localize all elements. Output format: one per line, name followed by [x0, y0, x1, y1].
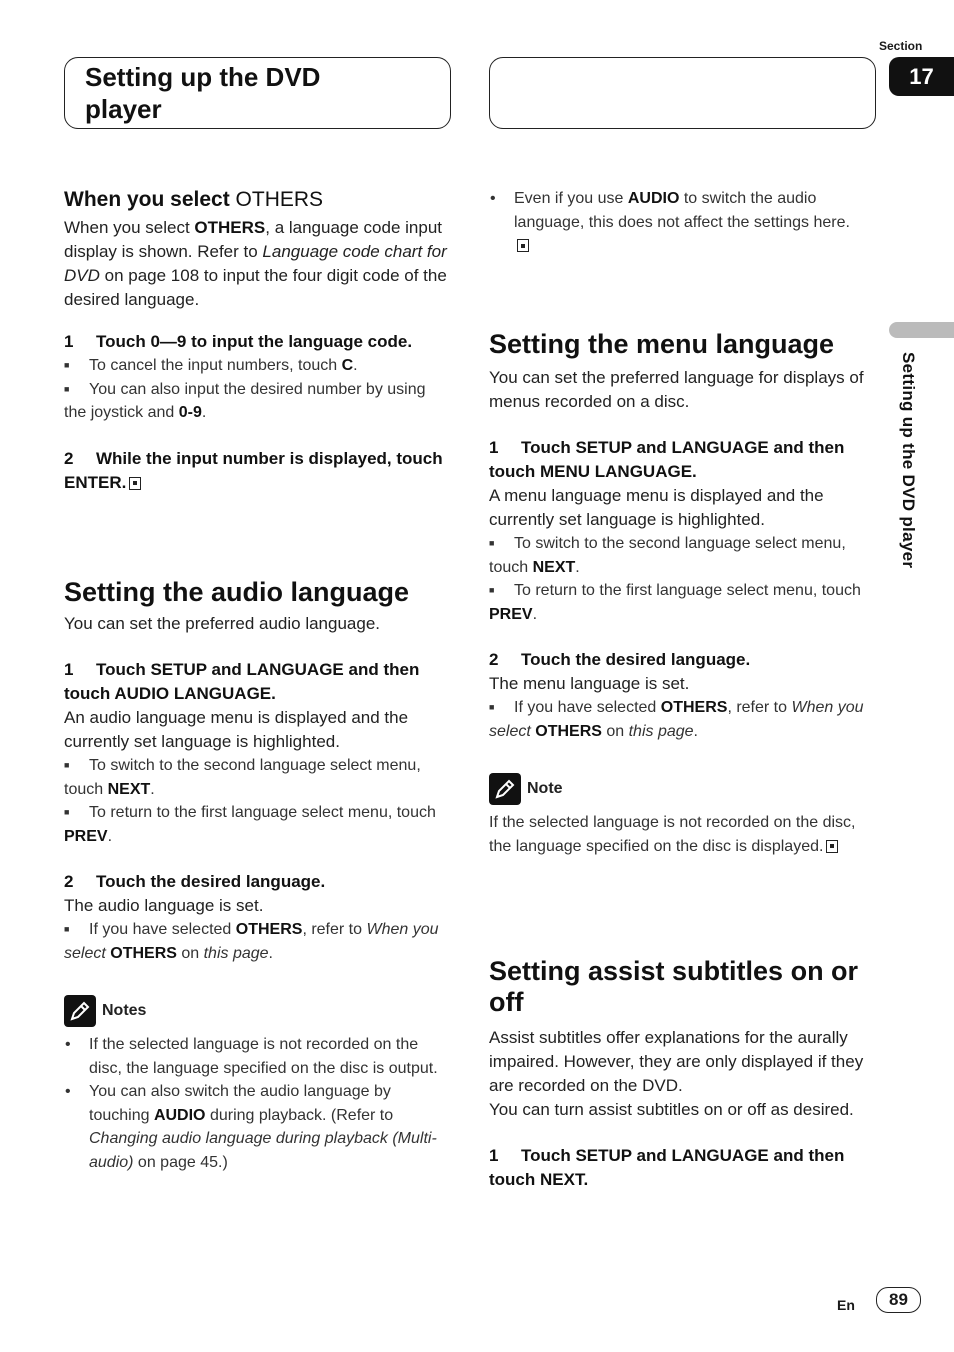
bullet-bold: NEXT — [107, 780, 151, 798]
bullet-bold: C — [341, 357, 354, 374]
end-mark-icon — [517, 239, 529, 252]
bullet-end: . — [353, 357, 358, 374]
audio-notes-header — [64, 995, 452, 1027]
step-number: 2 — [64, 448, 74, 468]
footer-page-number: 89 — [876, 1287, 921, 1313]
bullet-ref-bold: OTHERS — [535, 722, 602, 740]
audio-step1-bullet-a — [64, 754, 452, 801]
note-text-c: on page 45.) — [133, 1153, 228, 1171]
subtitles-p1: Assist subtitles offer explanations for the aurally impaired. However, they are only displayed if they are recorded on the DVD. — [489, 1028, 864, 1095]
bullet-end: . — [693, 722, 698, 740]
square-bullet-icon: ■ — [489, 585, 495, 595]
audio-step1-bullet-b — [64, 801, 452, 848]
bullet-text: To cancel the input numbers, touch — [89, 357, 342, 374]
step-number: 1 — [489, 438, 499, 457]
step-text: Touch SETUP and LANGUAGE and then touch MENU LANGUAGE. — [489, 438, 845, 481]
pencil-note-icon — [489, 773, 521, 805]
page-header-title: Setting up the DVD player — [85, 62, 321, 124]
bullet-text: To return to the first language select menu, touch — [89, 804, 436, 821]
audio-note-2 — [64, 1080, 452, 1174]
others-p1-link: Language code chart for DVD — [64, 242, 447, 285]
note-text: If the selected language is not recorded on the disc, the language specified on the disc is displayed. — [489, 814, 856, 855]
audio-note-1: • If the selected language is not recorded on the disc, the language specified on the disc is output. — [64, 1033, 452, 1080]
menu-note-header — [489, 773, 869, 805]
audio-intro: You can set the preferred audio language. — [64, 614, 381, 633]
step-number: 2 — [489, 650, 499, 669]
menu-section — [489, 329, 869, 858]
step-text: Touch the desired language. — [96, 872, 326, 891]
step-number: 1 — [64, 660, 74, 679]
bullet-text: To return to the first language select menu, touch — [514, 582, 861, 599]
others-p1-bold: OTHERS — [194, 218, 266, 237]
menu-note-text — [489, 811, 869, 858]
bullet-ref-page: this page — [203, 944, 269, 962]
step-text: Touch SETUP and LANGUAGE and then touch NEXT. — [489, 1146, 845, 1189]
square-bullet-icon: ■ — [64, 924, 70, 934]
bullet-text: If you have selected — [514, 699, 661, 716]
others-paragraph — [64, 216, 452, 312]
bullet-end: . — [268, 944, 273, 962]
bullet-ref-bold: OTHERS — [110, 944, 177, 962]
others-step1 — [64, 330, 452, 354]
step-number: 1 — [489, 1146, 499, 1165]
bullet-text-c: on — [601, 722, 629, 740]
sidebar-tab — [889, 322, 954, 338]
square-bullet-icon: ■ — [64, 360, 70, 370]
bullet-end: . — [201, 404, 207, 421]
others-p1: When you select — [64, 218, 195, 237]
bullet-text: To switch to the second language select menu, touch — [64, 757, 421, 798]
bullet-text: If you have selected — [89, 921, 236, 938]
pencil-note-icon — [64, 995, 96, 1027]
others-heading-code: OTHERS — [235, 188, 324, 211]
bullet-end: . — [150, 780, 155, 798]
menu-step2-bullet — [489, 696, 869, 743]
note-text-b: during playback. (Refer to — [205, 1106, 394, 1124]
footer-language: En — [837, 1297, 855, 1313]
bullet-text: Even if you use — [514, 190, 628, 207]
bullet-end: . — [575, 558, 580, 576]
square-bullet-icon: ■ — [64, 807, 70, 817]
notes-label: Notes — [102, 1002, 147, 1019]
others-p1-c: on page 108 to input the four digit code of the desired language. — [64, 266, 447, 309]
audio-section — [64, 577, 452, 1174]
bullet-text: To switch to the second language select menu, touch — [489, 535, 846, 576]
subtitles-p2: You can turn assist subtitles on or off as desired. — [489, 1100, 854, 1119]
others-heading — [64, 187, 452, 213]
bullet-text-b: , refer to — [302, 921, 367, 938]
header-empty-box — [489, 57, 876, 129]
step-text: Touch the desired language. — [521, 650, 751, 669]
right-top-bullet — [489, 187, 861, 258]
step-text: Touch SETUP and LANGUAGE and then touch AUDIO LANGUAGE. — [64, 660, 420, 703]
others-heading-text: When you select — [64, 188, 236, 211]
menu-step2 — [489, 648, 869, 672]
step-text: While the input number is displayed, touch ENTER. — [64, 448, 443, 492]
menu-step1-bullet-b — [489, 579, 869, 626]
subtitles-section — [489, 956, 867, 1192]
others-step1-bullet-b — [64, 378, 452, 425]
menu-step1 — [489, 436, 869, 484]
left-column — [64, 187, 452, 495]
audio-step2 — [64, 870, 452, 894]
header-title-box — [64, 57, 451, 129]
bullet-bold: NEXT — [532, 558, 576, 576]
menu-intro: You can set the preferred language for displays of menus recorded on a disc. — [489, 368, 864, 411]
bullet-bold: AUDIO — [627, 190, 680, 207]
section-label: Section — [879, 39, 923, 53]
audio-switch-note — [489, 187, 861, 258]
menu-step1-desc: A menu language menu is displayed and the currently set language is highlighted. — [489, 486, 824, 529]
step-text: Touch 0—9 to input the language code. — [96, 332, 413, 351]
square-bullet-icon: ■ — [64, 760, 70, 770]
bullet-text-b: to switch the audio language, this does not affect the settings here. — [514, 190, 850, 231]
menu-section-title: Setting the menu language — [489, 329, 835, 359]
menu-step2-desc: The menu language is set. — [489, 674, 690, 693]
note-text: You can also switch the audio language by touching — [89, 1083, 391, 1124]
audio-step1-desc: An audio language menu is displayed and the currently set language is highlighted. — [64, 708, 409, 751]
bullet-text-c: on — [176, 944, 204, 962]
bullet-bold: OTHERS — [235, 921, 303, 938]
end-mark-icon — [129, 477, 141, 490]
bullet-bold: PREV — [489, 605, 533, 623]
bullet-text: You can also input the desired number by using the joystick and — [64, 380, 426, 421]
bullet-ref: When you select — [64, 921, 439, 962]
audio-step2-bullet — [64, 918, 452, 965]
square-bullet-icon: ■ — [489, 538, 495, 548]
square-bullet-icon: ■ — [489, 702, 495, 712]
bullet-text-b: , refer to — [727, 699, 792, 716]
step-number: 1 — [64, 332, 74, 351]
end-mark-icon — [826, 840, 838, 853]
bullet-bold: PREV — [64, 827, 108, 845]
bullet-bold: OTHERS — [660, 699, 728, 716]
audio-step2-desc: The audio language is set. — [64, 896, 264, 915]
section-number-badge: 17 — [889, 57, 954, 96]
note-label: Note — [527, 780, 563, 797]
menu-step1-bullet-a — [489, 532, 869, 579]
step-number: 2 — [64, 872, 74, 891]
bullet-end: . — [107, 827, 113, 845]
subtitles-section-title: Setting assist subtitles on or off — [489, 956, 859, 1017]
others-p1-b: , a language code input display is shown. Refer to — [64, 218, 443, 261]
note-bold: AUDIO — [153, 1106, 206, 1124]
audio-section-title: Setting the audio language — [64, 577, 410, 607]
bullet-end: . — [532, 605, 538, 623]
others-step1-bullet-a — [64, 354, 452, 378]
sidebar-chapter-label: Setting up the DVD player — [899, 352, 918, 569]
note-ref: Changing audio language during playback (Multi-audio) — [89, 1130, 437, 1171]
audio-step1 — [64, 658, 452, 706]
bullet-ref-page: this page — [628, 722, 694, 740]
square-bullet-icon: ■ — [64, 383, 70, 394]
others-step2 — [64, 447, 452, 495]
bullet-ref: When you select — [489, 699, 864, 740]
bullet-bold: 0-9 — [178, 404, 202, 421]
subtitles-step1 — [489, 1144, 867, 1192]
